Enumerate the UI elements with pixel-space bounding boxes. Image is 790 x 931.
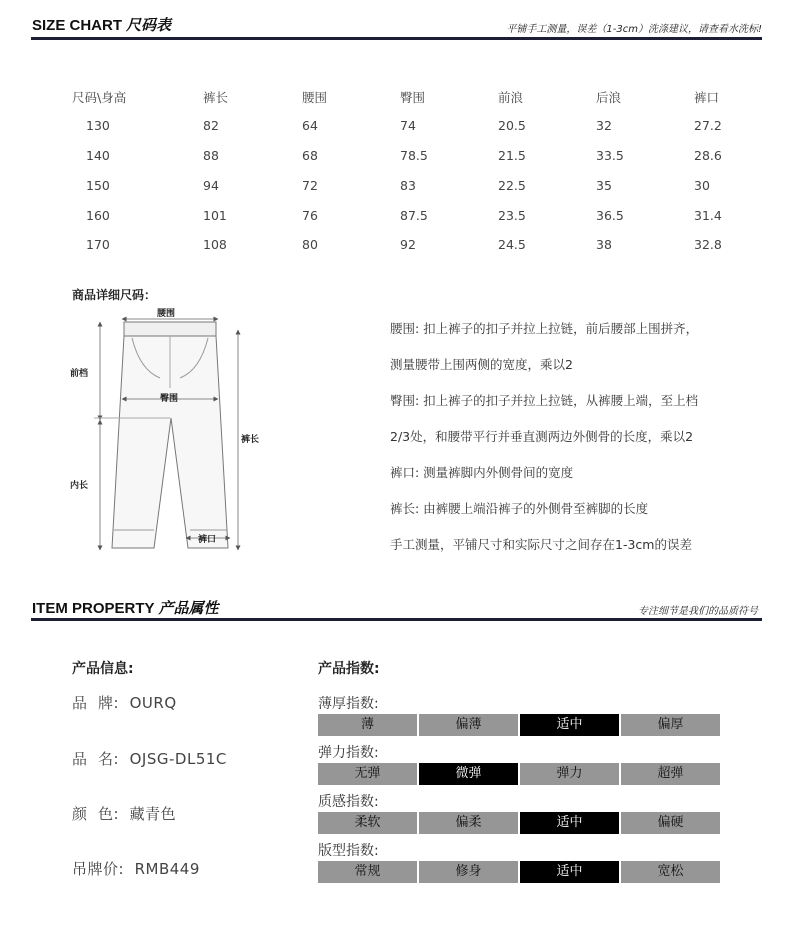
size-table-cell: 32.8 bbox=[694, 237, 722, 252]
diagram-waist-label: 腰围 bbox=[157, 309, 176, 319]
size-table-cell: 64 bbox=[302, 118, 318, 133]
size-table-cell: 27.2 bbox=[694, 118, 722, 133]
product-index-option: 偏厚 bbox=[621, 714, 720, 736]
product-index-label: 质感指数: bbox=[318, 794, 379, 810]
product-index-bar bbox=[318, 861, 720, 883]
size-table-cell: 82 bbox=[203, 118, 219, 133]
product-index-option-selected: 微弹 bbox=[419, 763, 518, 785]
diagram-hem-label: 裤口 bbox=[198, 535, 217, 545]
size-table-cell: 80 bbox=[302, 237, 318, 252]
product-info-item: 颜 色: 藏青色 bbox=[72, 805, 177, 823]
product-info-title: 产品信息: bbox=[72, 661, 134, 677]
size-table-cell: 130 bbox=[86, 118, 110, 133]
diagram-front-rise-label: 前档 bbox=[70, 369, 89, 379]
size-table-cell: 78.5 bbox=[400, 148, 428, 163]
size-table-cell: 76 bbox=[302, 208, 318, 223]
measurement-description: 测量腰带上围两侧的宽度，乘以2 bbox=[390, 357, 573, 372]
size-table-cell: 24.5 bbox=[498, 237, 526, 252]
size-table-cell: 32 bbox=[596, 118, 612, 133]
size-table-cell: 101 bbox=[203, 208, 227, 223]
diagram-inseam-label: 内长 bbox=[70, 481, 89, 491]
product-index-label: 版型指数: bbox=[318, 843, 379, 859]
pants-diagram bbox=[60, 298, 275, 568]
product-index-option: 超弹 bbox=[621, 763, 720, 785]
product-index-option: 偏柔 bbox=[419, 812, 518, 834]
product-index-bar bbox=[318, 714, 720, 736]
size-table-header: 尺码\身高 bbox=[72, 90, 127, 105]
product-index-option: 宽松 bbox=[621, 861, 720, 883]
product-index-label: 薄厚指数: bbox=[318, 696, 379, 712]
size-table-cell: 20.5 bbox=[498, 118, 526, 133]
measurement-description: 裤长: 由裤腰上端沿裤子的外侧骨至裤脚的长度 bbox=[390, 501, 649, 516]
measurement-description: 腰围: 扣上裤子的扣子并拉上拉链，前后腰部上围拼齐， bbox=[390, 321, 699, 336]
product-info-item: 吊牌价: RMB449 bbox=[72, 860, 200, 878]
product-index-option: 偏硬 bbox=[621, 812, 720, 834]
size-table-header: 臀围 bbox=[400, 90, 426, 105]
size-table-cell: 31.4 bbox=[694, 208, 722, 223]
size-table-cell: 33.5 bbox=[596, 148, 624, 163]
measurement-description: 2/3处，和腰带平行并垂直测两边外侧骨的长度，乘以2 bbox=[390, 429, 694, 444]
size-table-cell: 94 bbox=[203, 178, 219, 193]
size-table-header: 裤长 bbox=[203, 90, 229, 105]
product-info-item: 品 名: OJSG-DL51C bbox=[72, 750, 227, 768]
size-table-cell: 28.6 bbox=[694, 148, 722, 163]
product-index-bar bbox=[318, 763, 720, 785]
size-table-cell: 170 bbox=[86, 237, 110, 252]
size-chart-title-cn: 尺码表 bbox=[126, 16, 172, 34]
size-table-cell: 83 bbox=[400, 178, 416, 193]
product-index-option: 无弹 bbox=[318, 763, 417, 785]
product-index-option-selected: 适中 bbox=[520, 861, 619, 883]
size-table-cell: 87.5 bbox=[400, 208, 428, 223]
product-index-title: 产品指数: bbox=[318, 661, 380, 677]
size-table-header: 后浪 bbox=[596, 90, 622, 105]
product-index-option: 偏薄 bbox=[419, 714, 518, 736]
size-chart-divider bbox=[31, 37, 762, 40]
size-table-header: 裤口 bbox=[694, 90, 720, 105]
item-property-title-en: ITEM PROPERTY bbox=[32, 600, 155, 617]
product-index-option: 薄 bbox=[318, 714, 417, 736]
item-property-divider bbox=[31, 618, 762, 621]
size-table-cell: 160 bbox=[86, 208, 110, 223]
product-index-label: 弹力指数: bbox=[318, 745, 379, 761]
diagram-length-label: 裤长 bbox=[241, 435, 260, 445]
size-table-cell: 68 bbox=[302, 148, 318, 163]
product-index-bar bbox=[318, 812, 720, 834]
pants-waistband bbox=[124, 322, 216, 336]
size-table-cell: 21.5 bbox=[498, 148, 526, 163]
size-table-cell: 92 bbox=[400, 237, 416, 252]
size-table-header: 腰围 bbox=[302, 90, 328, 105]
size-table-cell: 150 bbox=[86, 178, 110, 193]
measurement-description: 裤口: 测量裤脚内外侧骨间的宽度 bbox=[390, 465, 574, 480]
measurement-description: 臀围: 扣上裤子的扣子并拉上拉链，从裤腰上端，至上档 bbox=[390, 393, 699, 408]
size-table-cell: 36.5 bbox=[596, 208, 624, 223]
size-table-cell: 35 bbox=[596, 178, 612, 193]
product-index-option: 柔软 bbox=[318, 812, 417, 834]
size-table-cell: 22.5 bbox=[498, 178, 526, 193]
detail-title: 商品详细尺码： bbox=[72, 288, 157, 302]
size-chart-title bbox=[32, 14, 171, 35]
size-table-cell: 74 bbox=[400, 118, 416, 133]
size-table-cell: 72 bbox=[302, 178, 318, 193]
item-property-note: 专注细节是我们的品质符号 bbox=[638, 606, 758, 617]
diagram-hip-label: 臀围 bbox=[160, 394, 179, 404]
size-table-header: 前浪 bbox=[498, 90, 524, 105]
product-info-item: 品 牌: OURQ bbox=[72, 694, 177, 712]
size-table-cell: 30 bbox=[694, 178, 710, 193]
product-index-option-selected: 适中 bbox=[520, 714, 619, 736]
measurement-description: 手工测量，平铺尺寸和实际尺寸之间存在1-3cm的误差 bbox=[390, 537, 692, 552]
item-property-title-cn: 产品属性 bbox=[158, 599, 219, 617]
product-index-option: 修身 bbox=[419, 861, 518, 883]
size-table-cell: 88 bbox=[203, 148, 219, 163]
size-table-cell: 23.5 bbox=[498, 208, 526, 223]
product-index-option: 常规 bbox=[318, 861, 417, 883]
size-table-cell: 140 bbox=[86, 148, 110, 163]
size-table-cell: 108 bbox=[203, 237, 227, 252]
product-index-option: 弹力 bbox=[520, 763, 619, 785]
size-chart-note: 平铺手工测量，误差（1-3cm）洗涤建议，请查看水洗标! bbox=[506, 24, 762, 35]
product-index-option-selected: 适中 bbox=[520, 812, 619, 834]
item-property-title bbox=[32, 597, 219, 618]
size-table-cell: 38 bbox=[596, 237, 612, 252]
size-chart-title-en: SIZE CHART bbox=[32, 17, 122, 34]
